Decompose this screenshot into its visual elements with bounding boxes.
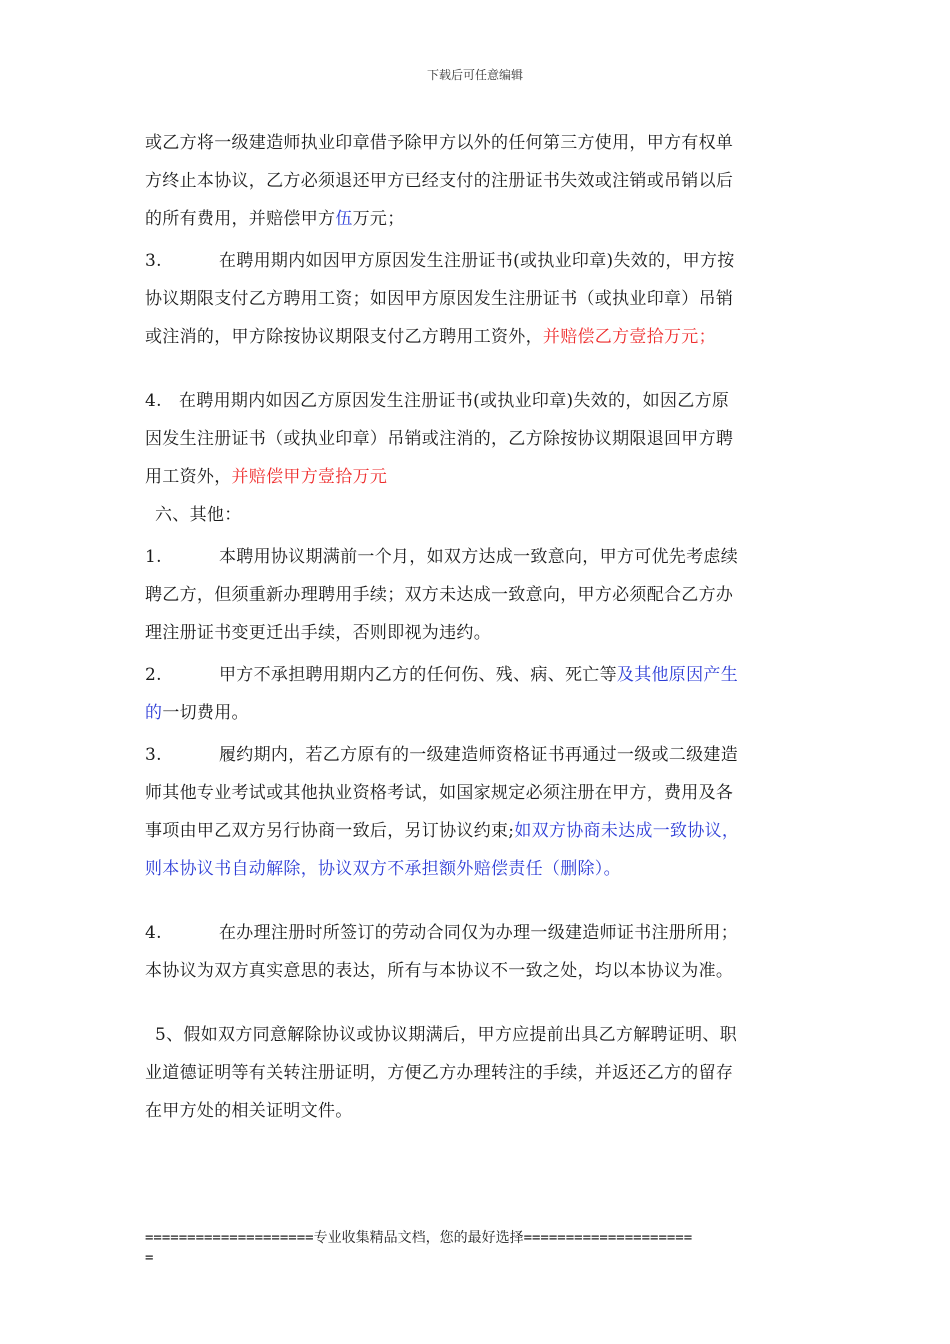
- paragraph-line: 协议期限支付乙方聘用工资；如因甲方原因发生注册证书（或执业印章）吊销: [145, 289, 734, 309]
- clause-4-line-1: 4. 在聘用期内如因乙方原因发生注册证书(或执业印章)失效的，如因乙方原: [145, 382, 805, 420]
- paragraph-line: 或乙方将一级建造师执业印章借予除甲方以外的任何第三方使用，甲方有权单: [145, 133, 734, 153]
- document-body: [145, 124, 805, 1130]
- highlight-blue: 如双方协商未达成一致协议，: [514, 821, 740, 841]
- paragraph-line: 的一切费用。: [145, 703, 249, 723]
- paragraph-line: 理注册证书变更迁出手续，否则即视为违约。: [145, 623, 491, 643]
- paragraph-line: 师其他专业考试或其他执业资格考试，如国家规定必须注册在甲方，费用及各: [145, 783, 734, 803]
- clause-number: 1.: [145, 547, 162, 567]
- clause-number: 3.: [145, 251, 162, 271]
- s6-clause-3-line-1: 3. 履约期内，若乙方原有的一级建造师资格证书再通过一级或二级建造: [145, 736, 805, 774]
- clause-number: 4.: [145, 923, 162, 943]
- s6-clause-4-line-1: 4. 在办理注册时所签订的劳动合同仅为办理一级建造师证书注册所用；: [145, 914, 805, 952]
- paragraph-line: 聘乙方，但须重新办理聘用手续；双方未达成一致意向，甲方必须配合乙方办: [145, 585, 734, 605]
- paragraph-line: 或注消的，甲方除按协议期限支付乙方聘用工资外，并赔偿乙方壹拾万元；: [145, 327, 716, 347]
- highlight-red: 并赔偿甲方壹拾万元: [231, 467, 388, 487]
- footer-line: ====================专业收集精品文档，您的最好选择====================: [145, 1230, 693, 1246]
- page-footer: [145, 1228, 815, 1268]
- clause-number: 4.: [145, 391, 162, 411]
- highlight-blue: 及其他原因产生: [616, 665, 739, 685]
- s6-clause-2-line-1: 2. 甲方不承担聘用期内乙方的任何伤、残、病、死亡等及其他原因产生: [145, 656, 805, 694]
- paragraph-line: 的所有费用，并赔偿甲方伍万元；: [145, 209, 405, 229]
- footer-slogan: 专业收集精品文档，您的最好选择: [313, 1230, 524, 1246]
- highlight-blue: 伍: [335, 209, 353, 229]
- page-header: 下载后可任意编辑: [426, 68, 523, 82]
- highlight-blue: 的: [145, 703, 163, 723]
- clause-3-line-1: 3. 在聘用期内如因甲方原因发生注册证书(或执业印章)失效的，甲方按: [145, 242, 805, 280]
- paragraph-line: 因发生注册证书（或执业印章）吊销或注消的，乙方除按协议期限退回甲方聘: [145, 429, 734, 449]
- paragraph-line: 方终止本协议，乙方必须退还甲方已经支付的注册证书失效或注销或吊销以后: [145, 171, 734, 191]
- clause-number: 2.: [145, 665, 162, 685]
- paragraph-line-blue: 则本协议书自动解除，协议双方不承担额外赔偿责任（删除）。: [145, 859, 621, 879]
- paragraph-line: 事项由甲乙双方另行协商一致后，另订协议约束;如双方协商未达成一致协议，: [145, 821, 740, 841]
- s6-clause-5-line-1: 5、假如双方同意解除协议或协议期满后，甲方应提前出具乙方解聘证明、职: [155, 1025, 738, 1045]
- s6-clause-1-line-1: 1. 本聘用协议期满前一个月，如双方达成一致意向，甲方可优先考虑续: [145, 538, 805, 576]
- section-6-heading: 六、其他：: [155, 505, 242, 525]
- clause-number: 3.: [145, 745, 162, 765]
- paragraph-line: 本协议为双方真实意思的表达，所有与本协议不一致之处，均以本协议为准。: [145, 961, 734, 981]
- paragraph-line: 用工资外，并赔偿甲方壹拾万元: [145, 467, 388, 487]
- footer-tail: =: [145, 1250, 154, 1266]
- highlight-red: 并赔偿乙方壹拾万元；: [542, 327, 716, 347]
- paragraph-line: 在甲方处的相关证明文件。: [145, 1101, 353, 1121]
- paragraph-line: 业道德证明等有关转注册证明，方便乙方办理转注的手续，并返还乙方的留存: [145, 1063, 734, 1083]
